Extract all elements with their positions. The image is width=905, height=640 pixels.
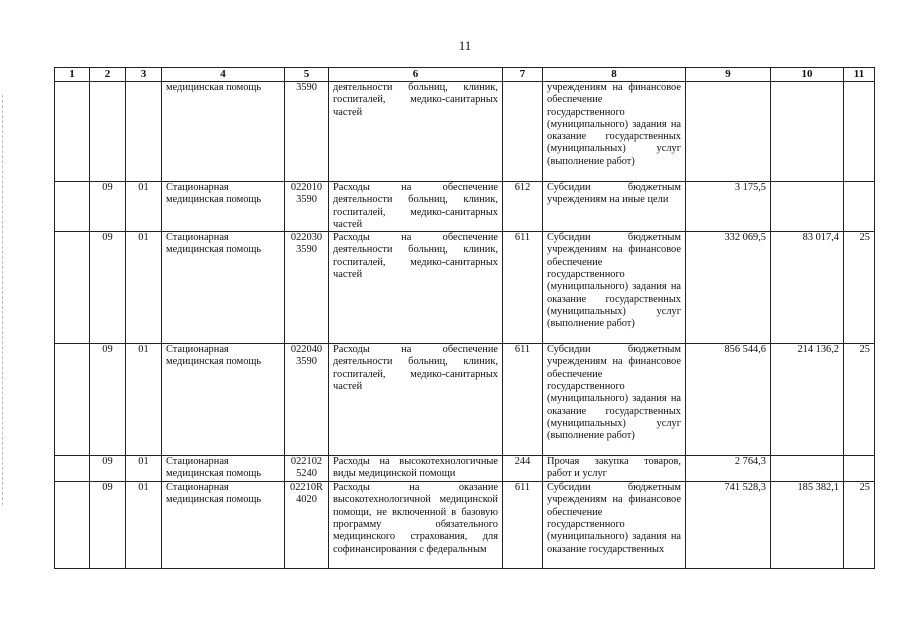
cell-target-code: 022102 5240 — [285, 456, 329, 482]
col-header-7: 7 — [503, 68, 543, 82]
cell-subsection-name: Стационарная медицинская помощь — [162, 182, 285, 232]
cell-target-name: Расходы на оказание высокотехнологичной медицинской помощи, не включенной в базовую программу обязательного медицинского страхования, для софинансирования с федеральным — [329, 482, 503, 569]
cell-amount-share — [771, 182, 844, 232]
table-row — [55, 456, 875, 482]
cell-section: 09 — [90, 482, 126, 569]
cell-target-name: Расходы на высокотехнологичные виды медицинской помощи — [329, 456, 503, 482]
cell-section: 09 — [90, 344, 126, 456]
cell-percent — [844, 82, 875, 182]
cell-amount-share — [771, 82, 844, 182]
col-header-11: 11 — [844, 68, 875, 82]
cell-subsection-name: медицинская помощь — [162, 82, 285, 182]
col-header-2: 2 — [90, 68, 126, 82]
cell-percent: 25 — [844, 344, 875, 456]
table-row — [55, 482, 875, 569]
table-row — [55, 82, 875, 182]
cell-amount: 2 764,3 — [686, 456, 771, 482]
table-row — [55, 344, 875, 456]
cell-subsection-name: Стационарная медицинская помощь — [162, 232, 285, 344]
cell-target-name: деятельности больниц, клиник, госпиталей, медико-санитарных частей — [329, 82, 503, 182]
cell-amount: 332 069,5 — [686, 232, 771, 344]
cell-subsection: 01 — [126, 482, 162, 569]
page-number: 11 — [458, 38, 472, 53]
cell-amount-share: 83 017,4 — [771, 232, 844, 344]
cell-subsection — [126, 82, 162, 182]
col-header-4: 4 — [162, 68, 285, 82]
cell-section: 09 — [90, 456, 126, 482]
cell-section: 09 — [90, 232, 126, 344]
cell-amount: 741 528,3 — [686, 482, 771, 569]
cell-col1 — [55, 456, 90, 482]
cell-subsection-name: Стационарная медицинская помощь — [162, 456, 285, 482]
cell-target-name: Расходы на обеспечение деятельности больниц, клиник, госпиталей, медико-санитарных частей — [329, 232, 503, 344]
cell-expense-type: 611 — [503, 482, 543, 569]
cell-subsection: 01 — [126, 182, 162, 232]
cell-percent: 25 — [844, 482, 875, 569]
cell-section — [90, 82, 126, 182]
col-header-6: 6 — [329, 68, 503, 82]
cell-expense-type: 611 — [503, 232, 543, 344]
binding-margin-line — [2, 95, 4, 505]
col-header-3: 3 — [126, 68, 162, 82]
cell-col1 — [55, 182, 90, 232]
column-number-row — [55, 68, 875, 82]
cell-amount-share: 185 382,1 — [771, 482, 844, 569]
cell-target-code: 022030 3590 — [285, 232, 329, 344]
col-header-9: 9 — [686, 68, 771, 82]
col-header-5: 5 — [285, 68, 329, 82]
cell-amount-share: 214 136,2 — [771, 344, 844, 456]
cell-col1 — [55, 344, 90, 456]
cell-amount: 856 544,6 — [686, 344, 771, 456]
cell-expense-type: 611 — [503, 344, 543, 456]
col-header-8: 8 — [543, 68, 686, 82]
table-row — [55, 232, 875, 344]
col-header-1: 1 — [55, 68, 90, 82]
cell-expense-type-name: Субсидии бюджетным учреждениям на финансовое обеспечение государственного (муниципального) задания на оказание государственных — [543, 482, 686, 569]
cell-subsection: 01 — [126, 456, 162, 482]
cell-subsection: 01 — [126, 232, 162, 344]
cell-col1 — [55, 482, 90, 569]
cell-expense-type-name: учреждениям на финансовое обеспечение государственного (муниципального) задания на оказание государственных (муниципальных) услуг (выполнение работ) — [543, 82, 686, 182]
cell-target-code: 022040 3590 — [285, 344, 329, 456]
cell-expense-type: 612 — [503, 182, 543, 232]
col-header-10: 10 — [771, 68, 844, 82]
cell-percent: 25 — [844, 232, 875, 344]
cell-target-code: 3590 — [285, 82, 329, 182]
cell-expense-type-name: Прочая закупка товаров, работ и услуг — [543, 456, 686, 482]
budget-table — [54, 67, 875, 569]
cell-amount-share — [771, 456, 844, 482]
cell-expense-type-name: Субсидии бюджетным учреждениям на иные цели — [543, 182, 686, 232]
cell-expense-type — [503, 82, 543, 182]
cell-target-code: 02210R 4020 — [285, 482, 329, 569]
cell-expense-type-name: Субсидии бюджетным учреждениям на финансовое обеспечение государственного (муниципального) задания на оказание государственных (муниципальных) услуг (выполнение работ) — [543, 232, 686, 344]
cell-subsection: 01 — [126, 344, 162, 456]
table-row — [55, 182, 875, 232]
cell-expense-type: 244 — [503, 456, 543, 482]
cell-col1 — [55, 232, 90, 344]
cell-amount — [686, 82, 771, 182]
cell-expense-type-name: Субсидии бюджетным учреждениям на финансовое обеспечение государственного (муниципального) задания на оказание государственных (муниципальных) услуг (выполнение работ) — [543, 344, 686, 456]
cell-subsection-name: Стационарная медицинская помощь — [162, 344, 285, 456]
cell-percent — [844, 456, 875, 482]
cell-col1 — [55, 82, 90, 182]
cell-section: 09 — [90, 182, 126, 232]
cell-target-name: Расходы на обеспечение деятельности больниц, клиник, госпиталей, медико-санитарных частей — [329, 182, 503, 232]
cell-target-name: Расходы на обеспечение деятельности больниц, клиник, госпиталей, медико-санитарных частей — [329, 344, 503, 456]
cell-percent — [844, 182, 875, 232]
cell-target-code: 022010 3590 — [285, 182, 329, 232]
cell-subsection-name: Стационарная медицинская помощь — [162, 482, 285, 569]
cell-amount: 3 175,5 — [686, 182, 771, 232]
